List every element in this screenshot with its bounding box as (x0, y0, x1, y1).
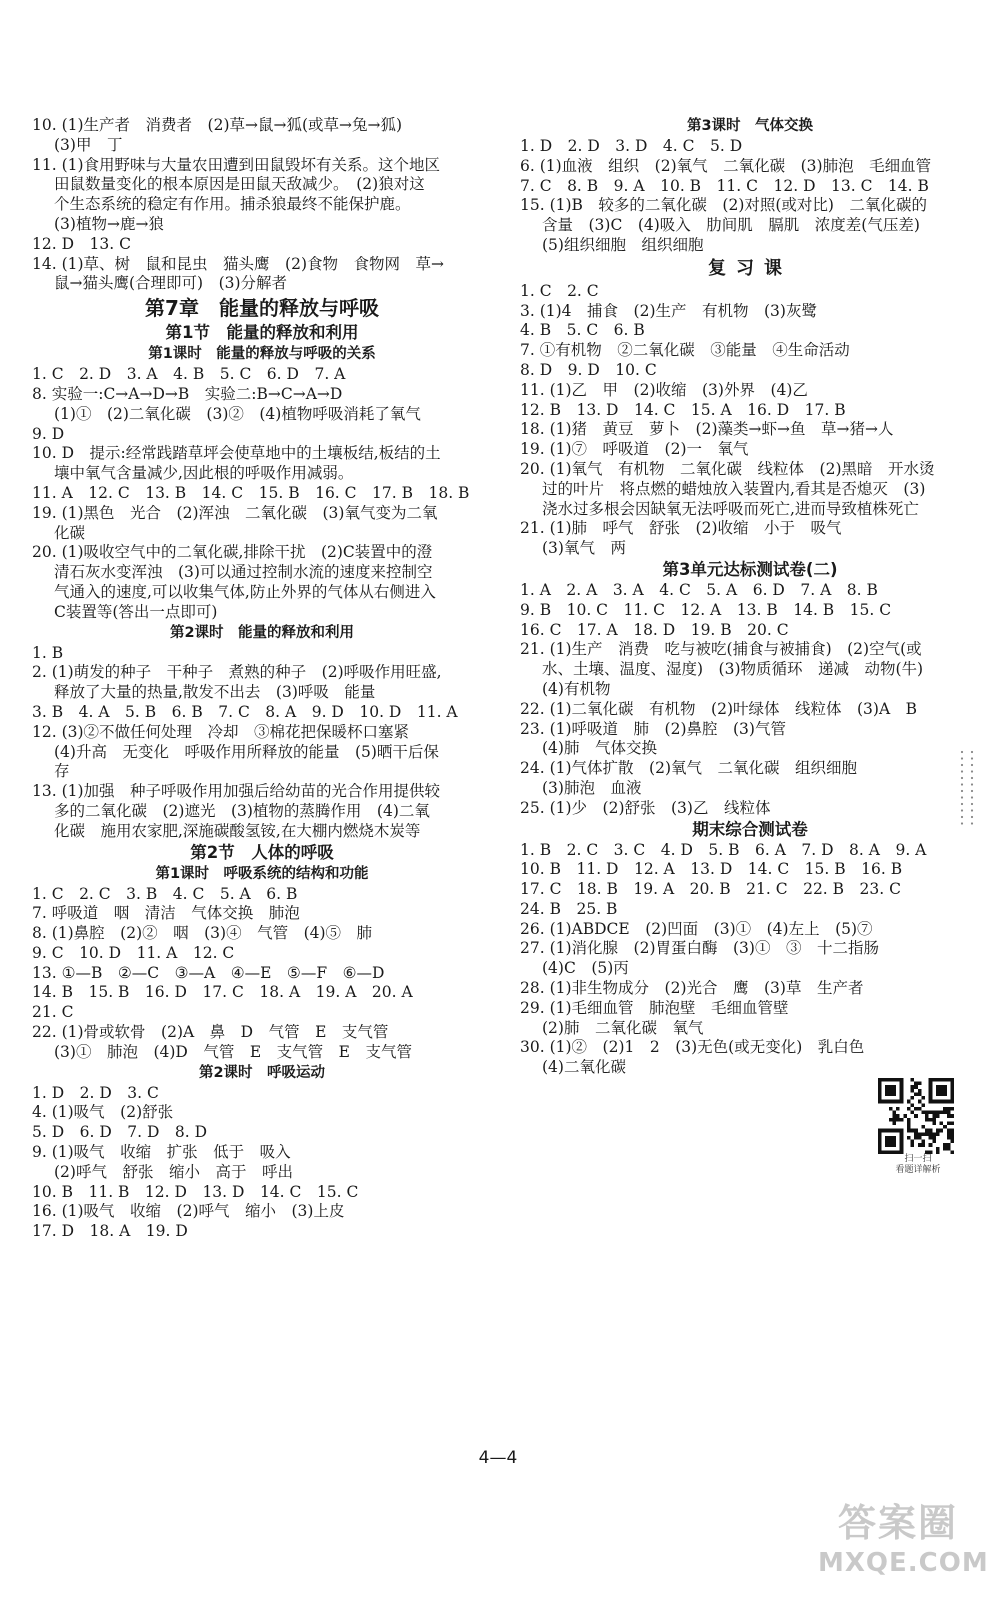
answer-line: 19. (1)黑色 光合 (2)浑浊 二氧化碳 (3)氧气变为二氧 (32, 503, 438, 522)
answer-line: 水、土壤、温度、湿度) (3)物质循环 递减 动物(牛) (542, 660, 924, 679)
answer-line: 8. 实验一:C→A→D→B 实验二:B→C→A→D (32, 384, 343, 403)
answer-line: (4)二氧化碳 (542, 1058, 626, 1077)
answer-line: 18. (1)猪 黄豆 萝卜 (2)藻类→虾→鱼 草→猪→人 (520, 420, 894, 439)
answer-line: (4)C (5)丙 (542, 959, 629, 978)
watermark-text: 答案圈 (837, 1501, 958, 1545)
answer-line: 1. D 2. D 3. C (32, 1083, 159, 1102)
qr-code-block[interactable] (878, 1078, 958, 1176)
answer-line: (3)甲 丁 (54, 135, 123, 154)
answer-line: 7. 呼吸道 咽 清洁 气体交换 肺泡 (32, 904, 300, 923)
answer-line: 释放了大量的热量,散发不出去 (3)呼吸 能量 (54, 683, 376, 702)
answer-line: 4. B 5. C 6. B (520, 321, 645, 340)
answer-line: 10. D 提示:经常践踏草坪会使草地中的土壤板结,板结的土 (32, 444, 441, 463)
answer-line: 11. (1)乙 甲 (2)收缩 (3)外界 (4)乙 (520, 380, 808, 399)
qr-caption-line: 看题详解析 (895, 1165, 941, 1175)
answer-line: 16. (1)吸气 收缩 (2)呼气 缩小 (3)上皮 (32, 1202, 345, 1221)
answer-line: 4. (1)吸气 (2)舒张 (32, 1103, 174, 1122)
answer-line: 1. C 2. D 3. A 4. B 5. C 6. D 7. A (32, 365, 346, 384)
answer-line: 13. (1)加强 种子呼吸作用加强后给幼苗的光合作用提供较 (32, 782, 441, 801)
answer-line: C装置等(答出一点即可) (54, 602, 218, 621)
answer-line: (3)植物→鹿→狼 (54, 214, 164, 233)
answer-line: 8. D 9. D 10. C (520, 360, 657, 379)
answer-column-right (520, 116, 980, 1078)
answer-line: 5. D 6. D 7. D 8. D (32, 1123, 208, 1142)
lesson-heading: 第1课时 呼吸系统的结构和功能 (155, 865, 369, 882)
answer-line: 含量 (3)C (4)吸入 肋间肌 膈肌 浓度差(气压差) (542, 216, 920, 235)
answer-line: 浇水过多根会因缺氧无法呼吸而死亡,进而导致植株死亡 (542, 499, 919, 518)
answer-line: 29. (1)毛细血管 肺泡壁 毛细血管壁 (520, 998, 789, 1017)
answer-line: 24. B 25. B (520, 899, 618, 918)
test-heading: 期末综合测试卷 (692, 819, 808, 839)
answer-line: (3)氧气 两 (542, 539, 626, 558)
answer-line: (2)肺 二氧化碳 氧气 (542, 1018, 704, 1037)
answer-line: 21. (1)肺 呼气 舒张 (2)收缩 小于 吸气 (520, 519, 842, 538)
qr-caption (878, 1154, 958, 1176)
answer-line: 个生态系统的稳定有作用。捕杀狼最终不能保护鹿。 (54, 195, 411, 214)
section-heading: 第2节 人体的呼吸 (190, 842, 334, 862)
answer-line: 23. (1)呼吸道 肺 (2)鼻腔 (3)气管 (520, 719, 786, 738)
watermark-logo (818, 1498, 989, 1594)
answer-line: 化碳 (54, 523, 86, 542)
section-heading: 第1节 能量的释放和利用 (165, 323, 359, 343)
answer-line: 19. (1)⑦ 呼吸道 (2)一 氧气 (520, 440, 749, 459)
answer-line: 21. (1)生产 消费 吃与被吃(捕食与被捕食) (2)空气(或 (520, 640, 922, 659)
answer-line: (5)组织细胞 组织细胞 (542, 235, 704, 254)
answer-line: 1. C 2. C (520, 281, 599, 300)
answer-line: (4)升高 无变化 呼吸作用所释放的能量 (5)晒干后保 (54, 742, 439, 761)
answer-line: 14. (1)草、树 鼠和昆虫 猫头鹰 (2)食物 食物网 草→ (32, 254, 444, 273)
answer-line: 存 (54, 762, 70, 781)
answer-line: 21. C (32, 1003, 74, 1022)
answer-line: 3. B 4. A 5. B 6. B 7. C 8. A 9. D 10. D 11. A (32, 702, 458, 721)
answer-line: 20. (1)氧气 有机物 二氧化碳 线粒体 (2)黑暗 开水烫 (520, 459, 935, 478)
lesson-heading: 第1课时 能量的释放与呼吸的关系 (148, 346, 376, 363)
answer-line: 13. ①—B ②—C ③—A ④—E ⑤—F ⑥—D (32, 963, 385, 982)
answer-line: 9. C 10. D 11. A 12. C (32, 943, 235, 962)
answer-line: 12. D 13. C (32, 234, 131, 253)
answer-line: (3)① 肺泡 (4)D 气管 E 支气管 E 支气管 (54, 1042, 412, 1061)
watermark-url: MXQE.COM (818, 1548, 989, 1578)
answer-line: 16. C 17. A 18. D 19. B 20. C (520, 620, 789, 639)
edge-dots-decoration (956, 748, 980, 828)
answer-line: 11. (1)食用野味与大量农田遭到田鼠毁坏有关系。这个地区 (32, 155, 441, 174)
answer-line: 24. (1)气体扩散 (2)氧气 二氧化碳 组织细胞 (520, 759, 857, 778)
review-heading: 复习课 (708, 257, 792, 279)
answer-line: 28. (1)非生物成分 (2)光合 鹰 (3)草 生产者 (520, 979, 864, 998)
answer-line: 壤中氧气含量减少,因此根的呼吸作用减弱。 (54, 464, 354, 483)
answer-line: 25. (1)少 (2)舒张 (3)乙 线粒体 (520, 798, 771, 817)
answer-line: 10. B 11. B 12. D 13. D 14. C 15. C (32, 1182, 359, 1201)
answer-line: (1)① (2)二氧化碳 (3)② (4)植物呼吸消耗了氧气 (54, 404, 421, 423)
answer-line: 17. C 18. B 19. A 20. B 21. C 22. B 23. C (520, 880, 901, 899)
answer-line: 清石灰水变浑浊 (3)可以通过控制水流的速度来控制空 (54, 563, 433, 582)
answer-line: 7. ①有机物 ②二氧化碳 ③能量 ④生命活动 (520, 341, 850, 360)
answer-line: 鼠→猫头鹰(合理即可) (3)分解者 (54, 274, 288, 293)
page-number: 4—4 (478, 1448, 518, 1468)
answer-line: 1. D 2. D 3. D 4. C 5. D (520, 137, 743, 155)
chapter-heading: 第7章 能量的释放与呼吸 (145, 296, 379, 321)
answer-line: (2)呼气 舒张 缩小 高于 呼出 (54, 1162, 293, 1181)
answer-line: 26. (1)ABDCE (2)凹面 (3)① (4)左上 (5)⑦ (520, 919, 873, 938)
answer-line: 8. (1)鼻腔 (2)② 咽 (3)④ 气管 (4)⑤ 肺 (32, 924, 373, 943)
answer-line: 7. C 8. B 9. A 10. B 11. C 12. D 13. C 14. B (520, 176, 929, 195)
answer-line: 9. D (32, 424, 65, 443)
lesson-heading: 第2课时 呼吸运动 (198, 1064, 326, 1081)
answer-column-left (32, 116, 492, 1242)
answer-line: 10. B 11. D 12. A 13. D 14. C 15. B 16. B (520, 860, 903, 879)
answer-line: 1. B (32, 643, 64, 662)
answer-line: 15. (1)B 较多的二氧化碳 (2)对照(或对比) 二氧化碳的 (520, 196, 927, 215)
answer-line: 17. D 18. A 19. D (32, 1222, 188, 1241)
answer-line: 14. B 15. B 16. D 17. C 18. A 19. A 20. A (32, 983, 413, 1002)
answer-line: 11. A 12. C 13. B 14. C 15. B 16. C 17. B 18. B (32, 483, 470, 502)
answer-line: (3)肺泡 血液 (542, 778, 642, 797)
answer-line: 1. C 2. C 3. B 4. C 5. A 6. B (32, 884, 298, 903)
answer-line: 化碳 施用农家肥,深施碳酸氢铵,在大棚内燃烧木炭等 (54, 821, 421, 840)
lesson-heading: 第2课时 能量的释放和利用 (169, 624, 355, 641)
answer-line: 过的叶片 将点燃的蜡烛放入装置内,看其是否熄灭 (3) (542, 479, 926, 498)
answer-line: 1. A 2. A 3. A 4. C 5. A 6. D 7. A 8. B (520, 580, 878, 599)
answer-line: 多的二氧化碳 (2)遮光 (3)植物的蒸腾作用 (4)二氧 (54, 801, 430, 820)
lesson-heading: 第3课时 气体交换 (686, 118, 814, 134)
answer-line: 12. (3)②不做任何处理 冷却 ③棉花把保暖杯口塞紧 (32, 722, 410, 741)
qr-code-icon[interactable] (878, 1078, 954, 1154)
test-heading: 第3单元达标测试卷(二) (662, 559, 838, 579)
qr-caption-line: 扫一扫 (904, 1154, 932, 1164)
answer-line: (4)有机物 (542, 679, 611, 698)
answer-line: 9. (1)吸气 收缩 扩张 低于 吸入 (32, 1143, 291, 1162)
answer-line: 20. (1)吸收空气中的二氧化碳,排除干扰 (2)C装置中的澄 (32, 543, 433, 562)
answer-line: 1. B 2. C 3. C 4. D 5. B 6. A 7. D 8. A 9. A (520, 840, 927, 859)
answer-line: 3. (1)4 捕食 (2)生产 有机物 (3)灰鹭 (520, 301, 817, 320)
answer-line: 27. (1)消化腺 (2)胃蛋白酶 (3)① ③ 十二指肠 (520, 939, 879, 958)
answer-line: 22. (1)骨或软骨 (2)A 鼻 D 气管 E 支气管 (32, 1023, 389, 1042)
answer-line: 30. (1)② (2)1 2 (3)无色(或无变化) 乳白色 (520, 1038, 865, 1057)
answer-line: 10. (1)生产者 消费者 (2)草→鼠→狐(或草→兔→狐) (32, 116, 403, 134)
answer-line: 9. B 10. C 11. C 12. A 13. B 14. B 15. C (520, 600, 892, 619)
answer-line: 12. B 13. D 14. C 15. A 16. D 17. B (520, 400, 846, 419)
answer-line: 田鼠数量变化的根本原因是田鼠天敌减少。 (2)狼对这 (54, 175, 425, 194)
answer-line: 6. (1)血液 组织 (2)氧气 二氧化碳 (3)肺泡 毛细血管 (520, 156, 932, 175)
answer-line: (4)肺 气体交换 (542, 739, 657, 758)
answer-line: 气通入的速度,可以收集气体,防止外界的气体从右侧进入 (54, 582, 436, 601)
answer-line: 2. (1)萌发的种子 干种子 煮熟的种子 (2)呼吸作用旺盛, (32, 663, 442, 682)
answer-line: 22. (1)二氧化碳 有机物 (2)叶绿体 线粒体 (3)A B (520, 699, 918, 718)
